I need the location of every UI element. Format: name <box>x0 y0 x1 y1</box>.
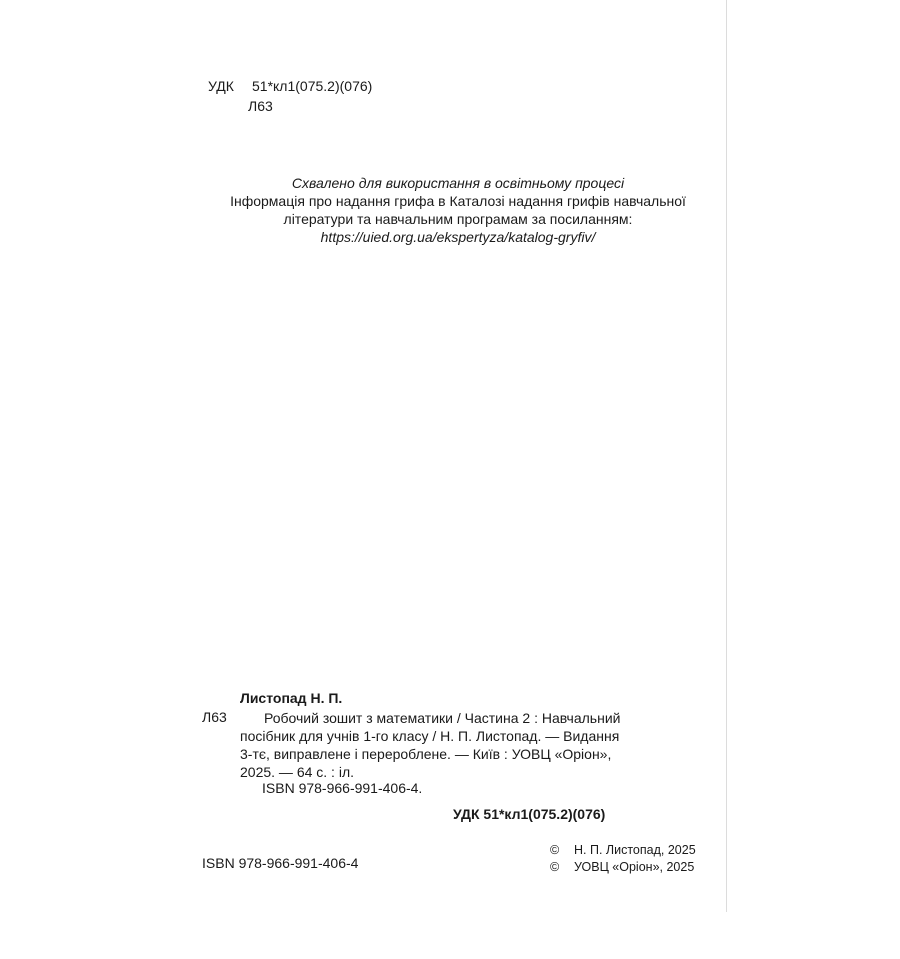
catalog-card-code: Л63 <box>202 709 227 725</box>
approval-info-line-1: Інформація про надання грифа в Каталозі надання грифів навчальної <box>230 193 686 209</box>
page-edge-line <box>726 0 727 912</box>
catalog-link[interactable]: https://uied.org.ua/ekspertyza/katalog-gryfiv/ <box>320 229 596 245</box>
approval-notice <box>220 174 696 246</box>
bibliographic-description <box>240 709 640 781</box>
author-name: Листопад Н. П. <box>240 690 343 706</box>
udk-label: УДК <box>208 78 234 94</box>
copyright-row <box>550 842 696 859</box>
copyright-row <box>550 859 696 876</box>
description-line: 3-тє, виправлене і перероблене. — Київ : УОВЦ «Оріон», <box>240 746 612 762</box>
catalog-udk: УДК 51*кл1(075.2)(076) <box>453 806 606 822</box>
copyright-author: Н. П. Листопад, 2025 <box>574 843 696 857</box>
approval-info-line-2: літератури та навчальним програмам за посиланням: <box>283 211 633 227</box>
catalog-isbn: ISBN 978-966-991-406-4. <box>262 780 423 796</box>
copyright-publisher: УОВЦ «Оріон», 2025 <box>574 860 695 874</box>
description-line: Робочий зошит з математики / Частина 2 : Навчальний <box>264 710 621 726</box>
udk-value: 51*кл1(075.2)(076) <box>252 78 373 94</box>
approval-title: Схвалено для використання в освітньому процесі <box>291 175 625 191</box>
copyright-block <box>550 842 696 876</box>
author-code: Л63 <box>248 98 273 114</box>
description-line: 2025. — 64 с. : іл. <box>240 764 355 780</box>
copyright-symbol: © <box>550 843 560 857</box>
footer-isbn: ISBN 978-966-991-406-4 <box>202 855 359 871</box>
description-line: посібник для учнів 1-го класу / Н. П. Листопад. — Видання <box>240 728 620 744</box>
copyright-symbol: © <box>550 860 560 874</box>
